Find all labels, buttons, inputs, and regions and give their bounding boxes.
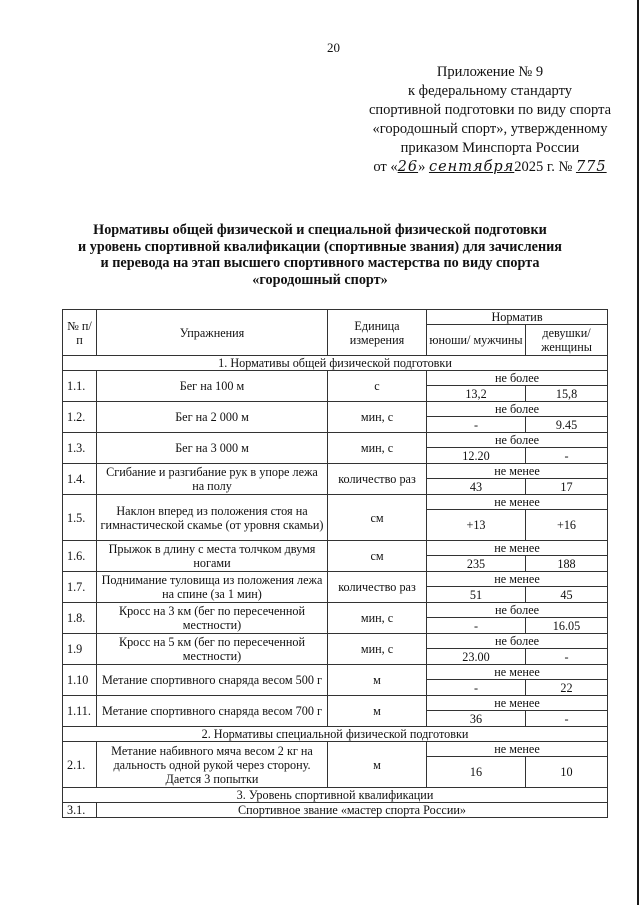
row-male-value: - bbox=[427, 417, 526, 433]
row-exercise: Метание набивного мяча весом 2 кг на дальность одной рукой через сторону. Дается 3 попытки bbox=[97, 742, 328, 788]
row-num: 1.7. bbox=[63, 572, 97, 603]
row-female-value: 17 bbox=[526, 479, 608, 495]
row-female-value: - bbox=[526, 448, 608, 464]
row-exercise: Бег на 2 000 м bbox=[97, 402, 328, 433]
row-female-value: 10 bbox=[526, 757, 608, 788]
row-exercise: Бег на 100 м bbox=[97, 371, 328, 402]
row-condition: не менее bbox=[427, 495, 608, 510]
row-num: 1.9 bbox=[63, 634, 97, 665]
appendix-line: спортивной подготовки по виду спорта bbox=[368, 102, 612, 118]
row-num: 1.1. bbox=[63, 371, 97, 402]
section-row bbox=[63, 727, 608, 742]
section-row bbox=[63, 356, 608, 371]
handwritten-month: сентября bbox=[428, 159, 515, 175]
row-male-value: 36 bbox=[427, 711, 526, 727]
norms-table bbox=[62, 309, 608, 818]
row-female-value: 188 bbox=[526, 556, 608, 572]
row-unit: с bbox=[328, 371, 427, 402]
row-male-value: 43 bbox=[427, 479, 526, 495]
row-exercise: Метание спортивного снаряда весом 500 г bbox=[97, 665, 328, 696]
row-unit: м bbox=[328, 665, 427, 696]
row-condition: не более bbox=[427, 371, 608, 386]
row-condition: не менее bbox=[427, 572, 608, 587]
row-exercise: Поднимание туловища из положения лежа на спине (за 1 мин) bbox=[97, 572, 328, 603]
row-unit: мин, с bbox=[328, 634, 427, 665]
row-unit: см bbox=[328, 541, 427, 572]
row-male-value: +13 bbox=[427, 510, 526, 541]
row-male-value: - bbox=[427, 680, 526, 696]
appendix-line: «городошный спорт», утвержденному bbox=[372, 121, 608, 137]
table-row bbox=[63, 603, 608, 618]
table-row bbox=[63, 433, 608, 448]
row-num: 1.2. bbox=[63, 402, 97, 433]
row-condition: не менее bbox=[427, 464, 608, 479]
header-row bbox=[63, 310, 608, 325]
row-male-value: 13,2 bbox=[427, 386, 526, 402]
row-condition: не более bbox=[427, 433, 608, 448]
date-prefix: от « bbox=[373, 159, 398, 175]
row-condition: не более bbox=[427, 634, 608, 649]
row-condition: не более bbox=[427, 603, 608, 618]
row-num: 1.3. bbox=[63, 433, 97, 464]
row-female-value: 15,8 bbox=[526, 386, 608, 402]
section-title: 3. Уровень спортивной квалификации bbox=[63, 788, 608, 803]
row-exercise: Прыжок в длину с места толчком двумя ногами bbox=[97, 541, 328, 572]
table-row bbox=[63, 541, 608, 556]
appendix-line: Приложение № 9 bbox=[436, 64, 544, 80]
row-female-value: - bbox=[526, 649, 608, 665]
date-year: 2025 г. № bbox=[514, 159, 576, 175]
order-date-line bbox=[340, 158, 640, 177]
table-row bbox=[63, 696, 608, 711]
row-female-value: 22 bbox=[526, 680, 608, 696]
row-exercise: Метание спортивного снаряда весом 700 г bbox=[97, 696, 328, 727]
row-condition: не менее bbox=[427, 541, 608, 556]
date-mid: » bbox=[418, 159, 429, 175]
row-exercise: Сгибание и разгибание рук в упоре лежа на полу bbox=[97, 464, 328, 495]
row-num: 2.1. bbox=[63, 742, 97, 788]
table-row bbox=[63, 634, 608, 649]
row-female-value: 16.05 bbox=[526, 618, 608, 634]
row-condition: не менее bbox=[427, 665, 608, 680]
table-row bbox=[63, 803, 608, 818]
header-exercise: Упражнения bbox=[97, 310, 328, 356]
appendix-line: к федеральному стандарту bbox=[408, 83, 572, 99]
row-exercise: Кросс на 5 км (бег по пересеченной местности) bbox=[97, 634, 328, 665]
appendix-line: приказом Минспорта России bbox=[400, 140, 580, 156]
row-unit: количество раз bbox=[328, 464, 427, 495]
row-female-value: 45 bbox=[526, 587, 608, 603]
handwritten-day: 26 bbox=[397, 159, 419, 175]
title-line: «городошный спорт» bbox=[252, 271, 388, 288]
title-line: и уровень спортивной квалификации (спортивные звания) для зачисления bbox=[78, 238, 562, 255]
row-unit: см bbox=[328, 495, 427, 541]
table-row bbox=[63, 572, 608, 587]
row-num: 1.6. bbox=[63, 541, 97, 572]
row-condition: не более bbox=[427, 402, 608, 417]
row-female-value: 9.45 bbox=[526, 417, 608, 433]
table-row bbox=[63, 742, 608, 757]
table-row bbox=[63, 464, 608, 479]
row-unit: мин, с bbox=[328, 402, 427, 433]
row-num: 1.11. bbox=[63, 696, 97, 727]
document-title bbox=[60, 222, 580, 288]
row-num: 1.5. bbox=[63, 495, 97, 541]
row-male-value: 16 bbox=[427, 757, 526, 788]
table-row bbox=[63, 665, 608, 680]
header-unit: Единица измерения bbox=[328, 310, 427, 356]
section-title: 1. Нормативы общей физической подготовки bbox=[63, 356, 608, 371]
section-row bbox=[63, 788, 608, 803]
row-unit: мин, с bbox=[328, 603, 427, 634]
row-exercise: Бег на 3 000 м bbox=[97, 433, 328, 464]
row-male-value: - bbox=[427, 618, 526, 634]
row-female-value: - bbox=[526, 711, 608, 727]
row-condition: не менее bbox=[427, 696, 608, 711]
row-unit: мин, с bbox=[328, 433, 427, 464]
appendix-header bbox=[340, 63, 640, 177]
row-male-value: 23.00 bbox=[427, 649, 526, 665]
table-row bbox=[63, 371, 608, 386]
row-condition: не менее bbox=[427, 742, 608, 757]
row-unit: количество раз bbox=[328, 572, 427, 603]
row-exercise: Наклон вперед из положения стоя на гимнастической скамье (от уровня скамьи) bbox=[97, 495, 328, 541]
row-female-value: +16 bbox=[526, 510, 608, 541]
header-female: девушки/ женщины bbox=[526, 325, 608, 356]
row-male-value: 51 bbox=[427, 587, 526, 603]
row-unit: м bbox=[328, 696, 427, 727]
table-row bbox=[63, 402, 608, 417]
row-unit: м bbox=[328, 742, 427, 788]
title-line: Нормативы общей физической и специальной физической подготовки bbox=[93, 222, 547, 238]
row-num: 3.1. bbox=[63, 803, 97, 818]
header-num: № п/п bbox=[63, 310, 97, 356]
row-qualification: Спортивное звание «мастер спорта России» bbox=[97, 803, 608, 818]
row-male-value: 235 bbox=[427, 556, 526, 572]
row-num: 1.8. bbox=[63, 603, 97, 634]
header-male: юноши/ мужчины bbox=[427, 325, 526, 356]
row-num: 1.10 bbox=[63, 665, 97, 696]
row-num: 1.4. bbox=[63, 464, 97, 495]
page-number: 20 bbox=[327, 40, 340, 55]
section-title: 2. Нормативы специальной физической подготовки bbox=[63, 727, 608, 742]
handwritten-order-number: 775 bbox=[575, 159, 607, 175]
title-line: и перевода на этап высшего спортивного мастерства по виду спорта bbox=[100, 255, 540, 271]
row-male-value: 12.20 bbox=[427, 448, 526, 464]
row-exercise: Кросс на 3 км (бег по пересеченной местности) bbox=[97, 603, 328, 634]
header-norm: Норматив bbox=[427, 310, 608, 325]
table-row bbox=[63, 495, 608, 510]
